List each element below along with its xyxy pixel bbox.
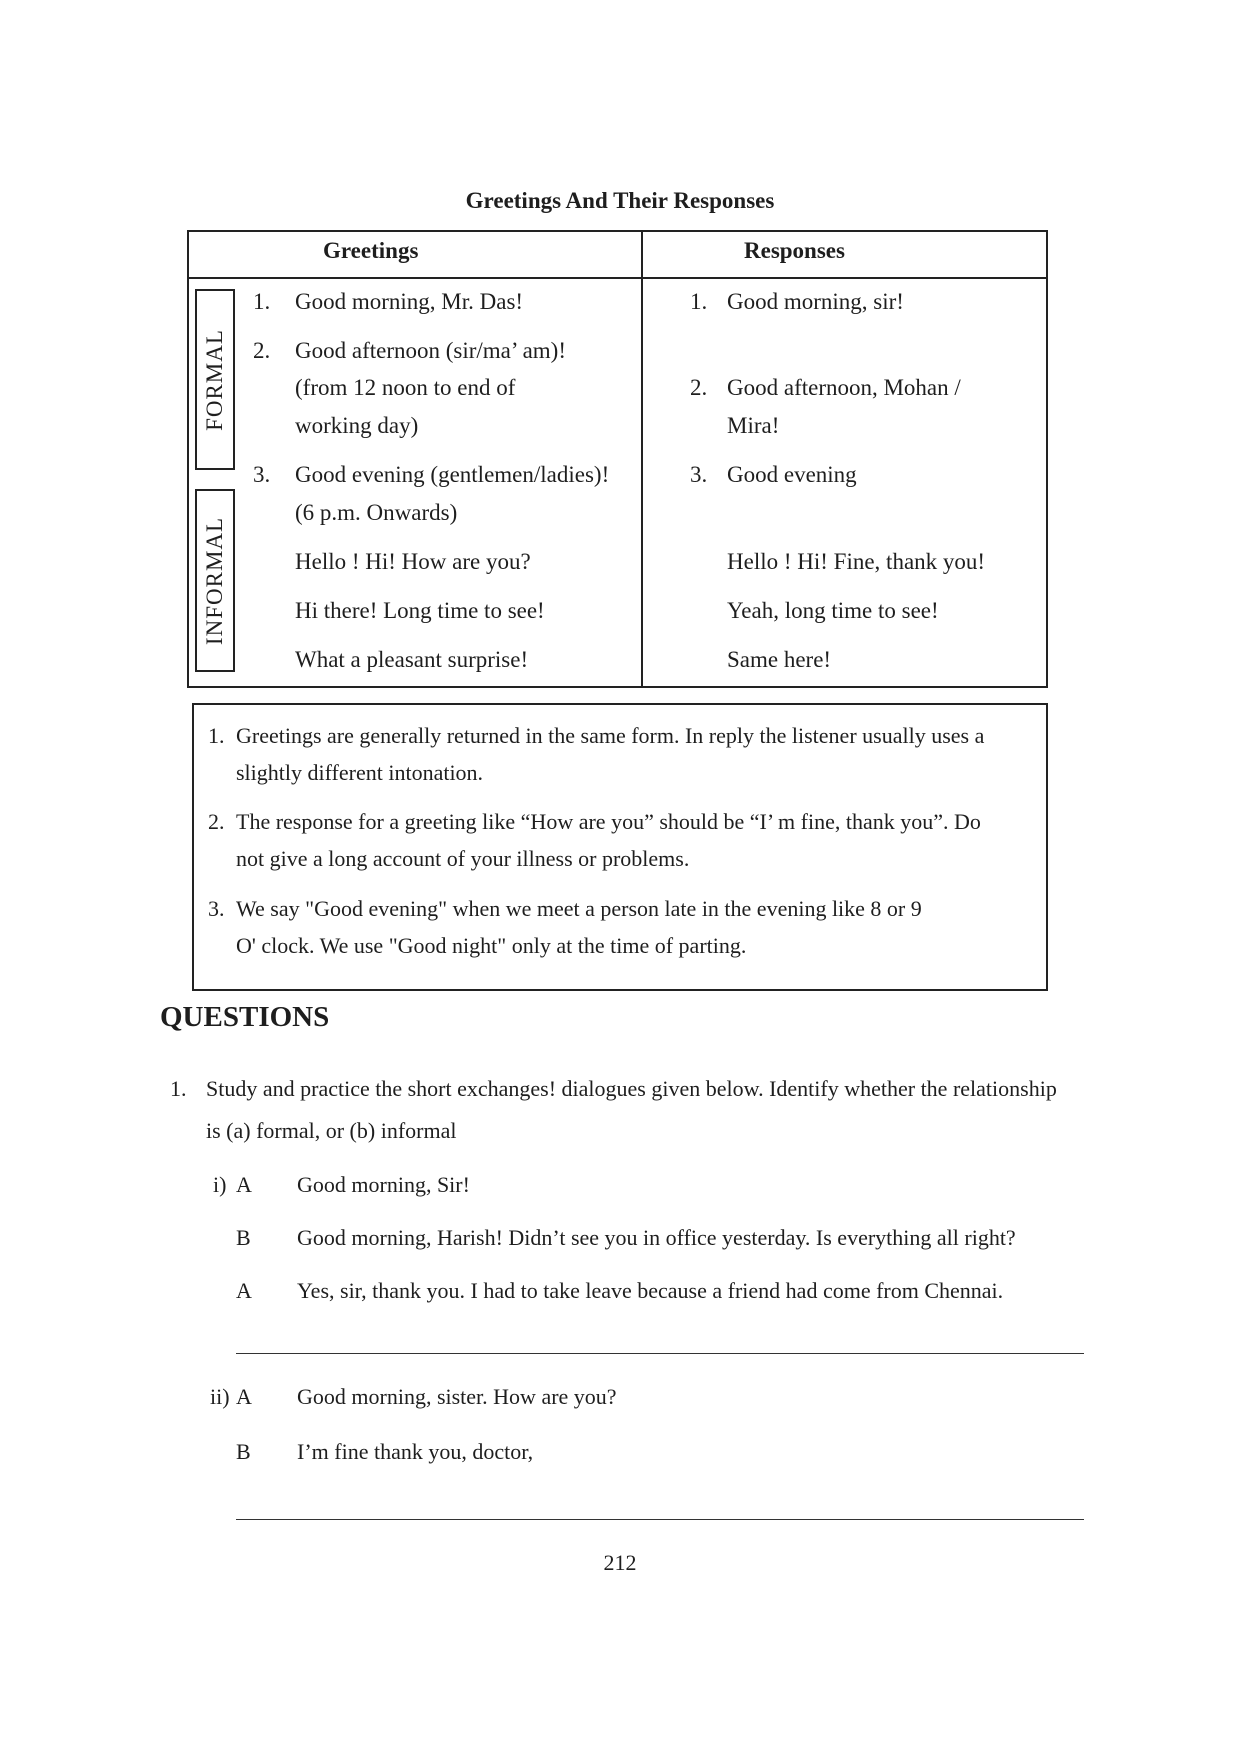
question-1-line-2: is (a) formal, or (b) informal [206,1118,457,1143]
greeting-3-line-2: (6 p.m. Onwards) [295,500,458,525]
greeting-2-line-3: working day) [295,413,419,438]
note-2-line-2: not give a long account of your illness or problems. [236,846,690,871]
page-number: 212 [603,1550,637,1575]
formal-label: FORMAL [202,328,228,431]
informal-greeting-3: What a pleasant surprise! [295,647,529,672]
dialogue-2-speaker-1: A [236,1384,252,1409]
dialogue-2-label: ii) [210,1384,230,1409]
greeting-1: Good morning, Mr. Das! [295,289,524,314]
greeting-number-2: 2. [253,338,271,363]
informal-greeting-1: Hello ! Hi! How are you? [295,549,531,574]
greeting-2-line-1: Good afternoon (sir/ma’ am)! [295,338,567,363]
note-3-line-1: We say "Good evening" when we meet a person late in the evening like 8 or 9 [236,896,922,921]
dialogue-1-speaker-3: A [236,1278,252,1303]
informal-label: INFORMAL [202,516,227,645]
response-number-2: 2. [690,375,708,400]
note-3-line-2: O' clock. We use "Good night" only at the time of parting. [236,933,747,958]
answer-line-1[interactable] [236,1353,1084,1354]
table-header-divider [187,277,1048,279]
response-2-line-1: Good afternoon, Mohan / [727,375,961,400]
greetings-column-header: Greetings [323,238,419,263]
questions-heading: QUESTIONS [160,1001,330,1033]
question-1-number: 1. [170,1076,187,1101]
informal-response-1: Hello ! Hi! Fine, thank you! [727,549,986,574]
dialogue-1-line-1: Good morning, Sir! [297,1172,470,1197]
note-number-1: 1. [208,723,225,748]
response-number-1: 1. [690,289,708,314]
response-1: Good morning, sir! [727,289,904,314]
note-number-2: 2. [208,809,225,834]
formal-label-box [195,289,235,470]
response-number-3: 3. [690,462,708,487]
dialogue-2-line-1: Good morning, sister. How are you? [297,1384,617,1409]
informal-greeting-2: Hi there! Long time to see! [295,598,545,623]
greeting-number-1: 1. [253,289,271,314]
informal-response-3: Same here! [727,647,832,672]
greeting-2-line-2: (from 12 noon to end of [295,375,516,400]
informal-response-2: Yeah, long time to see! [727,598,939,623]
note-2-line-1: The response for a greeting like “How are you” should be “I’ m fine, thank you”. Do [236,809,981,834]
note-1-line-1: Greetings are generally returned in the same form. In reply the listener usually uses a [236,723,985,748]
informal-label-box [195,489,235,672]
greeting-3-line-1: Good evening (gentlemen/ladies)! [295,462,610,487]
response-3: Good evening [727,462,857,487]
page-title: Greetings And Their Responses [465,188,775,213]
dialogue-1-speaker-2: B [236,1225,251,1250]
dialogue-1-label: i) [213,1172,227,1197]
dialogue-1-line-2: Good morning, Harish! Didn’t see you in office yesterday. Is everything all right? [297,1225,1016,1250]
response-2-line-2: Mira! [727,413,780,438]
greeting-number-3: 3. [253,462,271,487]
dialogue-2-speaker-2: B [236,1439,251,1464]
answer-line-2[interactable] [236,1519,1084,1520]
table-column-divider [641,230,643,688]
responses-column-header: Responses [744,238,845,263]
note-1-line-2: slightly different intonation. [236,760,484,785]
dialogue-1-line-3: Yes, sir, thank you. I had to take leave because a friend had come from Chennai. [297,1278,1004,1303]
question-1-line-1: Study and practice the short exchanges! dialogues given below. Identify whether the relationship [206,1076,1057,1101]
note-number-3: 3. [208,896,225,921]
dialogue-2-line-2: I’m fine thank you, doctor, [297,1439,534,1464]
dialogue-1-speaker-1: A [236,1172,252,1197]
